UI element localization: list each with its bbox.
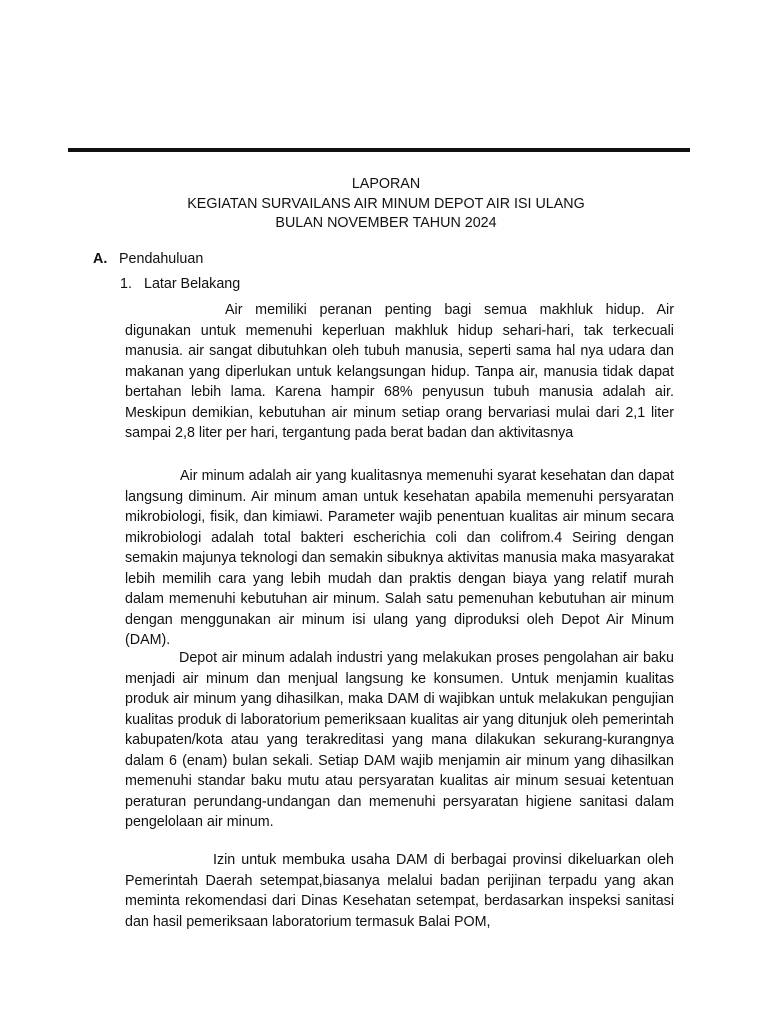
section-letter: A.: [93, 251, 108, 267]
section-heading-a: [93, 250, 203, 269]
report-title-line-1: LAPORAN: [351, 176, 421, 192]
header-rule: [68, 148, 690, 152]
paragraph-2: Air minum adalah air yang kualitasnya memenuhi syarat kesehatan dan dapat langsung diminum. Air minum aman untuk kesehatan apabila memenuhi persyaratan mikrobiologi, fisik, dan kimiawi. Parameter wajib penentuan kualitas air minum secara mikrobiologi adalah total bakteri escherichia coli dan colifrom.4 Seiring dengan semakin majunya teknologi dan semakin sibuknya aktivitas manusia maka masyarakat lebih memilih cara yang lebih mudah dan praktis dengan biaya yang relatif murah dalam memenuhi kebutuhan air minum. Salah satu pemenuhan kebutuhan air minum dengan menggunakan air minum isi ulang yang diproduksi oleh Depot Air Minum (DAM).: [125, 468, 674, 648]
subsection-heading-1: [120, 275, 240, 294]
paragraph-4: Izin untuk membuka usaha DAM di berbagai provinsi dikeluarkan oleh Pemerintah Daerah setempat,biasanya melalui badan perijinan terpadu yang akan meminta rekomendasi dari Dinas Kesehatan setempat, berdasarkan inspeksi sanitasi dan hasil pemeriksaan laboratorium termasuk Balai POM,: [125, 852, 674, 930]
subsection-title: Latar Belakang: [144, 276, 241, 292]
section-title: Pendahuluan: [119, 251, 204, 267]
paragraph-3: Depot air minum adalah industri yang melakukan proses pengolahan air baku menjadi air minum dan menjual langsung ke konsumen. Untuk menjamin kualitas produk air minum yang dihasilkan, maka DAM di wajibkan untuk melakukan pengujian kualitas produk di laboratorium pemeriksaan kualitas air yang ditunjuk oleh pemerintah kabupaten/kota atau yang terakreditasi yang mana dilakukan sekurang-kurangnya dalam 6 (enam) bulan sekali. Setiap DAM wajib menjamin air minum yang dihasilkan memenuhi standar baku mutu atau persyaratan kualitas air minum sesuai ketentuan peraturan perundang-undangan dan memenuhi persyaratan higiene sanitasi dalam pengelolaan air minum.: [125, 650, 674, 830]
report-title-block: [68, 175, 704, 234]
report-title-line-3: BULAN NOVEMBER TAHUN 2024: [275, 215, 497, 231]
paragraph-1: Air memiliki peranan penting bagi semua makhluk hidup. Air digunakan untuk memenuhi keperluan makhluk hidup sehari-hari, tak terkecuali manusia. air sangat dibutuhkan oleh tubuh manusia, seperti sama hal nya udara dan makanan yang diperlukan untuk kelangsungan hidup. Tanpa air, manusia tidak dapat bertahan lebih lama. Karena hampir 68% penyusun tubuh manusia adalah air. Meskipun demikian, kebutuhan air minum setiap orang bervariasi mulai dari 2,1 liter sampai 2,8 liter per hari, tergantung pada berat badan dan aktivitasnya: [125, 302, 674, 441]
subsection-number: 1.: [120, 276, 132, 292]
report-title-line-2: KEGIATAN SURVAILANS AIR MINUM DEPOT AIR ISI ULANG: [187, 195, 585, 212]
